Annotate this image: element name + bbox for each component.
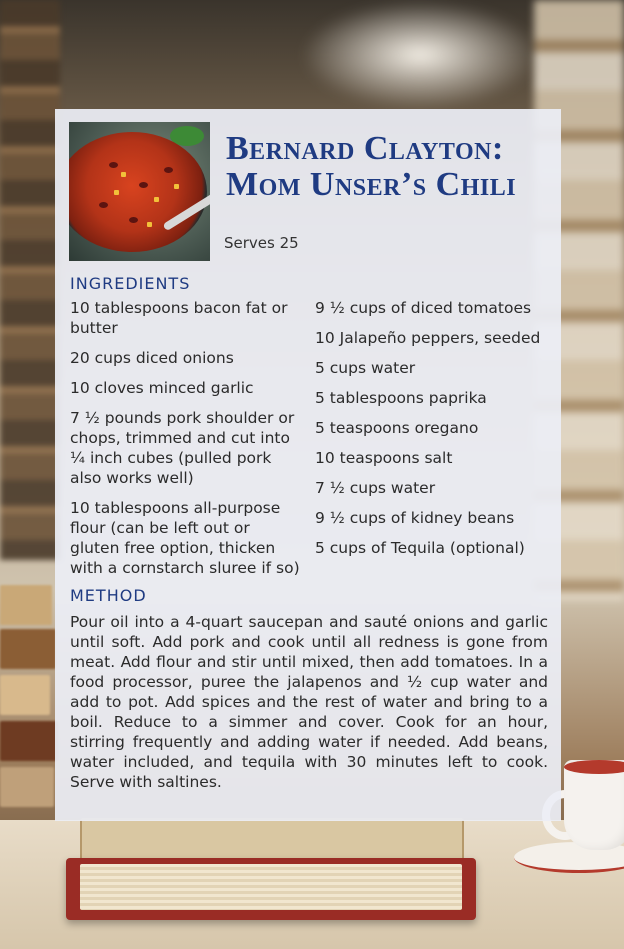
ingredients-list-left [70,298,302,588]
book-stack-left [0,585,60,835]
chili-bowl [69,132,207,252]
ingredient-item: 5 teaspoons oregano [315,419,479,437]
corn [147,222,152,227]
ingredient-item: 10 tablespoons bacon fat or butter [70,299,288,337]
ingredient-item: 20 cups diced onions [70,349,234,367]
ingredient-item: 5 tablespoons paprika [315,389,487,407]
cup-rim [564,760,624,774]
ingredient-item: 10 Jalapeño peppers, seeded [315,329,541,347]
book [0,585,52,625]
corn [174,184,179,189]
ingredient-item: 5 cups of Tequila (optional) [315,539,525,557]
window-light [300,0,540,110]
method-heading: METHOD [70,586,147,605]
method-text: Pour oil into a 4-quart saucepan and sauté onions and garlic until soft. Add pork and cook until all redness is gone from meat. Add flour and stir until mixed, then add tomatoes. In a food processor, puree the jalapenos and ½ cup water and add to pot. Add spices and the rest of water and bring to a boil. Reduce to a simmer and cover. Cook for an hour, stirring frequently and adding water if needed. Add beans, water included, and tequila with 30 minutes left to cook. Serve with saltines. [70,613,548,791]
corn [121,172,126,177]
bean [164,167,173,173]
bean [139,182,148,188]
ingredient-item: 9 ½ cups of kidney beans [315,509,515,527]
ingredient-item: 10 cloves minced garlic [70,379,254,397]
coffee-cup [554,760,624,880]
recipe-card [55,109,561,821]
ingredient-item: 7 ½ cups water [315,479,436,497]
bean [129,217,138,223]
bean [109,162,118,168]
book [0,675,50,715]
serves-count: Serves 25 [224,234,299,252]
book-bottom-red [66,858,476,920]
corn [114,190,119,195]
book [0,767,54,807]
ingredient-item: 7 ½ pounds pork shoulder or chops, trimmed and cut into ¼ inch cubes (pulled pork also works well) [70,409,295,487]
bookshelf-left [0,0,60,560]
ingredient-item: 10 tablespoons all-purpose flour (can be left out or gluten free option, thicken with a cornstarch sluree if so) [70,499,300,577]
recipe-title: Bernard Clayton: Mom Unser’s Chili [226,130,517,203]
corn [154,197,159,202]
ingredient-item: 5 cups water [315,359,416,377]
ingredient-item: 10 teaspoons salt [315,449,453,467]
book [0,629,56,669]
book [0,721,58,761]
ingredients-list-right [315,298,555,568]
ingredient-item: 9 ½ cups of diced tomatoes [315,299,532,317]
ingredients-heading: INGREDIENTS [70,274,191,293]
bean [99,202,108,208]
chili-photo [69,122,210,261]
